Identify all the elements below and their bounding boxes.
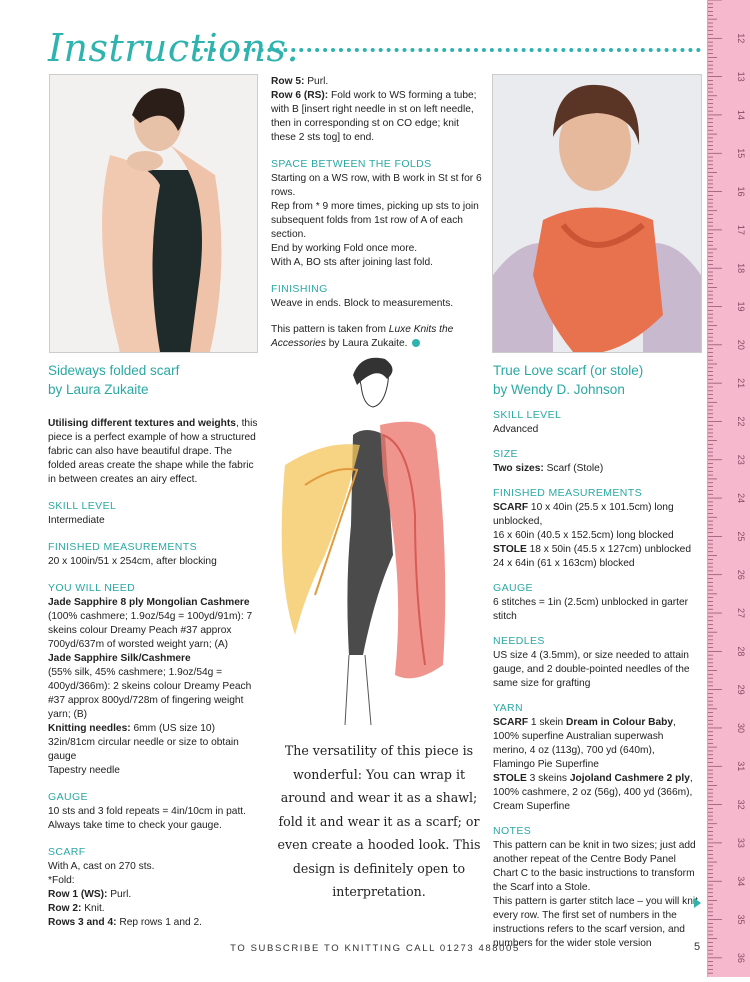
intro-paragraph: Utilising different textures and weights, this piece is a perfect example of how a structured fabric can also have beautiful drape. The folded areas create the shape while the fabric in between creates an airy effect.: [48, 418, 258, 485]
space-line-3: End by working Fold once more.: [271, 243, 418, 254]
ruler-number: 36: [736, 952, 746, 963]
heading-space-between-folds: SPACE BETWEEN THE FOLDS: [271, 158, 432, 170]
ruler-number: 17: [736, 224, 746, 235]
row2-line: Row 2: Knit.: [48, 903, 105, 914]
skill-level-right-value: Advanced: [493, 424, 539, 435]
fashion-illustration: [265, 355, 475, 730]
page-number: 5: [694, 941, 701, 953]
heading-size: SIZE: [493, 448, 518, 460]
yarn2-name: Jade Sapphire Silk/Cashmere: [48, 653, 191, 664]
title-dotted-rule: [196, 48, 701, 52]
photo-model-folded-scarf: [49, 74, 258, 353]
ruler-number: 31: [736, 761, 746, 772]
ruler-number: 19: [736, 301, 746, 312]
right-column: [493, 361, 701, 953]
tapestry-line: Tapestry needle: [48, 765, 120, 776]
ruler-number: 30: [736, 722, 746, 733]
ruler-number: 21: [736, 378, 746, 389]
notes-para-1: This pattern can be knit in two sizes; just add another repeat of the Centre Body Panel Chart C to the basic instructions to transform the Scarf into a Stole.: [493, 840, 696, 893]
ruler-number: 20: [736, 339, 746, 350]
middle-column: [271, 75, 483, 351]
heading-finished-measurements-right: FINISHED MEASUREMENTS: [493, 487, 642, 499]
space-line-1: Starting on a WS row, with B work in St st for 6 rows.: [271, 173, 482, 198]
ruler-number: 13: [736, 71, 746, 82]
ruler-number: 32: [736, 799, 746, 810]
heading-needles: NEEDLES: [493, 635, 545, 647]
heading-scarf: SCARF: [48, 846, 86, 858]
heading-yarn: YARN: [493, 702, 523, 714]
gauge-value: 10 sts and 3 fold repeats = 4in/10cm in patt.: [48, 806, 246, 817]
ruler-number: 12: [736, 33, 746, 44]
scarf-measurements: SCARF 10 x 40in (25.5 x 101.5cm) long unblocked,: [493, 502, 674, 527]
ruler-number: 29: [736, 684, 746, 695]
rows34-line: Rows 3 and 4: Rep rows 1 and 2.: [48, 917, 203, 928]
ruler-number: 27: [736, 608, 746, 619]
page-title: Instructions.: [48, 26, 300, 70]
stole-measurements-blocked: 24 x 64in (61 x 163cm) blocked: [493, 558, 635, 569]
yarn-scarf: SCARF 1 skein Dream in Colour Baby, 100% superfine Australian superwash merino, 4 oz (113g), 700 yd (640m), Flamingo Pie Superfine: [493, 717, 676, 770]
yarn2-detail: (55% silk, 45% cashmere; 1.9oz/54g = 400yd/366m): 2 skeins colour Dreamy Peach #37 approx 800yd/728m of fingering weight yarn; (B): [48, 667, 252, 720]
heading-gauge: GAUGE: [48, 791, 88, 803]
heading-skill-level-right: SKILL LEVEL: [493, 409, 562, 421]
heading-notes: NOTES: [493, 825, 532, 837]
gauge-note: Always take time to check your gauge.: [48, 820, 222, 831]
ruler-number: 26: [736, 569, 746, 580]
needles-value: US size 4 (3.5mm), or size needed to attain gauge, and 2 double-pointed needles of the same size for grafting: [493, 650, 690, 689]
pull-quote: The versatility of this piece is wonderful: You can wrap it around and wear it as a shawl; fold it and wear it as a scarf; or even create a hooded look. This design is definitely open to interpretation.: [277, 743, 481, 899]
pattern-credit: This pattern is taken from Luxe Knits the Accessories by Laura Zukaite.: [271, 324, 454, 349]
heading-skill-level: SKILL LEVEL: [48, 500, 117, 512]
heading-finishing: FINISHING: [271, 283, 328, 295]
stole-measurements: STOLE 18 x 50in (45.5 x 127cm) unblocked: [493, 544, 692, 555]
end-dot-icon: [412, 339, 420, 347]
ruler-number: 34: [736, 876, 746, 887]
scarf-title-sideways: Sideways folded scarf by Laura Zukaite: [48, 363, 180, 397]
notes-para-2: This pattern is garter stitch lace – you will knit every row. The first set of numbers in the instructions refers to the scarf version, and numbers for the wider stole version: [493, 896, 698, 949]
finishing-value: Weave in ends. Block to measurements.: [271, 298, 454, 309]
left-column: [48, 361, 258, 930]
scarf-measurements-blocked: 16 x 60in (40.5 x 152.5cm) long blocked: [493, 530, 674, 541]
gauge-right-value: 6 stitches = 1in (2.5cm) unblocked in garter stitch: [493, 597, 689, 622]
measuring-ruler: [707, 0, 750, 977]
ruler-ticks: [708, 0, 750, 977]
measurements-value: 20 x 100in/51 x 254cm, after blocking: [48, 556, 217, 567]
heading-finished-measurements: FINISHED MEASUREMENTS: [48, 541, 197, 553]
ruler-number: 24: [736, 493, 746, 504]
needles-line: Knitting needles: 6mm (US size 10) 32in/81cm circular needle or size to obtain gauge: [48, 723, 239, 762]
ruler-number: 35: [736, 914, 746, 925]
ruler-number: 22: [736, 416, 746, 427]
ruler-number: 33: [736, 837, 746, 848]
yarn1-name: Jade Sapphire 8 ply Mongolian Cashmere: [48, 597, 250, 608]
ruler-number: 23: [736, 454, 746, 465]
size-value: Two sizes: Scarf (Stole): [493, 463, 604, 474]
ruler-number: 28: [736, 646, 746, 657]
heading-you-will-need: YOU WILL NEED: [48, 582, 136, 594]
skill-level-value: Intermediate: [48, 515, 105, 526]
row6-line: Row 6 (RS): Fold work to WS forming a tube; with B [insert right needle in st on left needle, then in corresponding st on CO edge; knit these 2 sts tog] to end.: [271, 90, 477, 143]
yarn-stole: STOLE 3 skeins Jojoland Cashmere 2 ply, 100% cashmere, 2 oz (56g), 400 yd (366m), Cream Superfine: [493, 773, 693, 812]
row1-line: Row 1 (WS): Purl.: [48, 889, 132, 900]
heading-gauge-right: GAUGE: [493, 582, 533, 594]
ruler-number: 16: [736, 186, 746, 197]
photo-model-true-love-scarf: [492, 74, 702, 353]
scarf-title-true-love: True Love scarf (or stole) by Wendy D. Johnson: [493, 363, 644, 397]
row5-line: Row 5: Purl.: [271, 76, 329, 87]
yarn1-detail: (100% cashmere; 1.9oz/54g = 100yd/91m): 7 skeins colour Dreamy Peach #37 approx 700yd/637m of worsted weight yarn; (A): [48, 611, 253, 650]
ruler-number: 14: [736, 109, 746, 120]
ruler-number: 25: [736, 531, 746, 542]
continue-arrow-icon: [694, 898, 701, 908]
scarf-cast-on: With A, cast on 270 sts.: [48, 861, 155, 872]
ruler-number: 15: [736, 148, 746, 159]
subscribe-footer: TO SUBSCRIBE TO KNITTING CALL 01273 488005: [230, 943, 520, 954]
space-line-4: With A, BO sts after joining last fold.: [271, 257, 433, 268]
ruler-number: 18: [736, 263, 746, 274]
scarf-fold: *Fold:: [48, 875, 75, 886]
space-line-2: Rep from * 9 more times, picking up sts to join subsequent folds from 1st row of A of each section.: [271, 201, 479, 240]
